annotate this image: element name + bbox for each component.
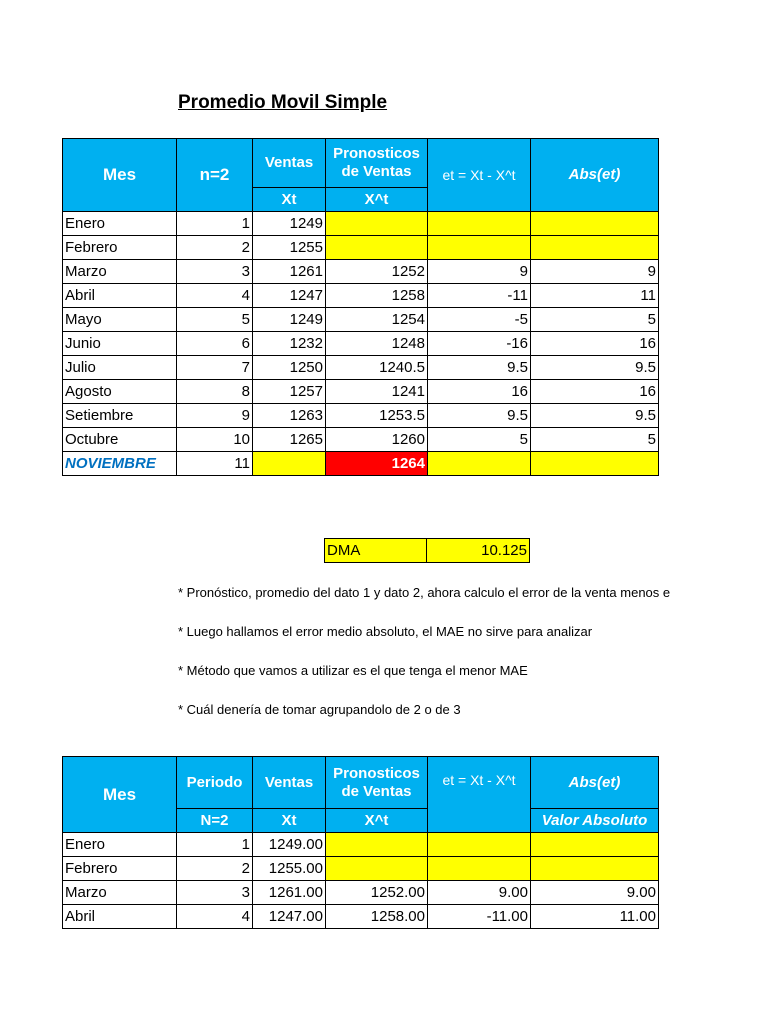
table-row <box>63 236 659 260</box>
cell-mes[interactable]: Enero <box>63 212 177 236</box>
cell-abs[interactable]: 11.00 <box>531 905 659 929</box>
header-ventas: Ventas <box>253 139 326 188</box>
cell-xht[interactable]: 1248 <box>326 332 428 356</box>
table-row <box>63 452 659 476</box>
cell-et[interactable] <box>428 857 531 881</box>
table-row <box>63 857 659 881</box>
cell-abs[interactable] <box>531 236 659 260</box>
cell-xt[interactable]: 1263 <box>253 404 326 428</box>
header-xht: X^t <box>326 188 428 212</box>
header-mes: Mes <box>63 139 177 212</box>
header-et: et = Xt - X^t <box>428 757 531 833</box>
table-row <box>63 212 659 236</box>
cell-abs[interactable] <box>531 833 659 857</box>
cell-n[interactable]: 11 <box>177 452 253 476</box>
header-abs: Abs(et) <box>531 757 659 809</box>
cell-abs[interactable]: 11 <box>531 284 659 308</box>
cell-xt[interactable]: 1255.00 <box>253 857 326 881</box>
cell-abs[interactable]: 9.5 <box>531 356 659 380</box>
table-row <box>63 284 659 308</box>
table-row <box>63 380 659 404</box>
page-title: Promedio Movil Simple <box>178 92 388 113</box>
dma-value[interactable]: 10.125 <box>427 539 530 563</box>
cell-n[interactable]: 3 <box>177 881 253 905</box>
cell-mes[interactable]: Abril <box>63 284 177 308</box>
header-pronosticos: Pronosticos de Ventas <box>326 139 428 188</box>
header-mes: Mes <box>63 757 177 833</box>
cell-abs[interactable]: 16 <box>531 332 659 356</box>
header-valor-absoluto: Valor Absoluto <box>531 809 659 833</box>
cell-xht[interactable] <box>326 857 428 881</box>
cell-xt[interactable]: 1249 <box>253 308 326 332</box>
cell-mes[interactable]: Febrero <box>63 236 177 260</box>
table-row <box>63 833 659 857</box>
cell-xht[interactable]: 1241 <box>326 380 428 404</box>
table-row <box>63 404 659 428</box>
cell-mes[interactable]: Marzo <box>63 260 177 284</box>
forecast-table-2 <box>62 756 659 929</box>
cell-et[interactable]: -5 <box>428 308 531 332</box>
cell-et[interactable] <box>428 236 531 260</box>
cell-xt[interactable]: 1250 <box>253 356 326 380</box>
cell-mes[interactable]: Setiembre <box>63 404 177 428</box>
cell-xht[interactable]: 1240.5 <box>326 356 428 380</box>
table-row <box>63 260 659 284</box>
cell-xht[interactable] <box>326 212 428 236</box>
header-xht: X^t <box>326 809 428 833</box>
cell-xt[interactable]: 1261 <box>253 260 326 284</box>
cell-mes[interactable]: Octubre <box>63 428 177 452</box>
cell-n[interactable]: 7 <box>177 356 253 380</box>
header-xt: Xt <box>253 188 326 212</box>
cell-mes[interactable]: Enero <box>63 833 177 857</box>
cell-n[interactable]: 1 <box>177 212 253 236</box>
cell-xht[interactable]: 1253.5 <box>326 404 428 428</box>
cell-et[interactable]: 9.5 <box>428 356 531 380</box>
header-et: et = Xt - X^t <box>428 139 531 212</box>
cell-abs[interactable]: 16 <box>531 380 659 404</box>
cell-abs[interactable] <box>531 212 659 236</box>
cell-et[interactable]: -11 <box>428 284 531 308</box>
cell-xht[interactable]: 1254 <box>326 308 428 332</box>
note-3: * Método que vamos a utilizar es el que tenga el menor MAE <box>178 663 528 678</box>
header-n: n=2 <box>177 139 253 212</box>
cell-abs[interactable]: 5 <box>531 308 659 332</box>
cell-xht[interactable]: 1258.00 <box>326 905 428 929</box>
cell-mes[interactable]: NOVIEMBRE <box>63 452 177 476</box>
cell-n[interactable]: 1 <box>177 833 253 857</box>
header-periodo-n: N=2 <box>177 809 253 833</box>
cell-et[interactable] <box>428 452 531 476</box>
cell-xht[interactable]: 1252 <box>326 260 428 284</box>
cell-et[interactable]: 9.5 <box>428 404 531 428</box>
cell-xt[interactable]: 1249.00 <box>253 833 326 857</box>
cell-xt[interactable]: 1247.00 <box>253 905 326 929</box>
note-2: * Luego hallamos el error medio absoluto, el MAE no sirve para analizar <box>178 624 593 639</box>
header-abs: Abs(et) <box>531 139 659 212</box>
cell-et[interactable]: -16 <box>428 332 531 356</box>
table-row <box>63 356 659 380</box>
cell-xt[interactable] <box>253 452 326 476</box>
cell-n[interactable]: 2 <box>177 236 253 260</box>
cell-abs[interactable] <box>531 857 659 881</box>
cell-abs[interactable]: 9.00 <box>531 881 659 905</box>
cell-mes[interactable]: Mayo <box>63 308 177 332</box>
header-ventas: Ventas <box>253 757 326 809</box>
cell-mes[interactable]: Agosto <box>63 380 177 404</box>
dma-box <box>324 538 530 563</box>
cell-xht[interactable]: 1252.00 <box>326 881 428 905</box>
note-4: * Cuál denería de tomar agrupandolo de 2 o de 3 <box>178 702 461 717</box>
cell-abs[interactable]: 9.5 <box>531 404 659 428</box>
cell-mes[interactable]: Marzo <box>63 881 177 905</box>
cell-n[interactable]: 9 <box>177 404 253 428</box>
table-row <box>63 308 659 332</box>
cell-xht[interactable]: 1258 <box>326 284 428 308</box>
cell-xt[interactable]: 1249 <box>253 212 326 236</box>
header-xt: Xt <box>253 809 326 833</box>
cell-n[interactable]: 2 <box>177 857 253 881</box>
cell-xht[interactable]: 1260 <box>326 428 428 452</box>
cell-xt[interactable]: 1261.00 <box>253 881 326 905</box>
cell-xt[interactable]: 1255 <box>253 236 326 260</box>
cell-n[interactable]: 10 <box>177 428 253 452</box>
cell-mes[interactable]: Abril <box>63 905 177 929</box>
cell-n[interactable]: 6 <box>177 332 253 356</box>
cell-xht-forecast[interactable]: 1264 <box>326 452 428 476</box>
cell-et[interactable] <box>428 833 531 857</box>
cell-mes[interactable]: Julio <box>63 356 177 380</box>
header-periodo: Periodo <box>177 757 253 809</box>
cell-xt[interactable]: 1265 <box>253 428 326 452</box>
table-row <box>63 428 659 452</box>
cell-xt[interactable]: 1232 <box>253 332 326 356</box>
cell-et[interactable] <box>428 212 531 236</box>
table-row <box>63 332 659 356</box>
cell-abs[interactable]: 9 <box>531 260 659 284</box>
cell-n[interactable]: 4 <box>177 284 253 308</box>
cell-n[interactable]: 4 <box>177 905 253 929</box>
cell-et[interactable]: 16 <box>428 380 531 404</box>
table-row <box>63 881 659 905</box>
cell-n[interactable]: 3 <box>177 260 253 284</box>
cell-abs[interactable]: 5 <box>531 428 659 452</box>
cell-xht[interactable] <box>326 833 428 857</box>
cell-et[interactable]: -11.00 <box>428 905 531 929</box>
cell-n[interactable]: 5 <box>177 308 253 332</box>
cell-xt[interactable]: 1257 <box>253 380 326 404</box>
header-pronosticos: Pronosticos de Ventas <box>326 757 428 809</box>
cell-mes[interactable]: Junio <box>63 332 177 356</box>
cell-et[interactable]: 5 <box>428 428 531 452</box>
cell-mes[interactable]: Febrero <box>63 857 177 881</box>
cell-abs[interactable] <box>531 452 659 476</box>
cell-xt[interactable]: 1247 <box>253 284 326 308</box>
cell-xht[interactable] <box>326 236 428 260</box>
cell-et[interactable]: 9 <box>428 260 531 284</box>
cell-et[interactable]: 9.00 <box>428 881 531 905</box>
forecast-table-1 <box>62 138 659 476</box>
dma-label[interactable]: DMA <box>325 539 427 563</box>
table-row <box>63 905 659 929</box>
cell-n[interactable]: 8 <box>177 380 253 404</box>
note-1: * Pronóstico, promedio del dato 1 y dato 2, ahora calculo el error de la venta menos e <box>178 585 671 600</box>
